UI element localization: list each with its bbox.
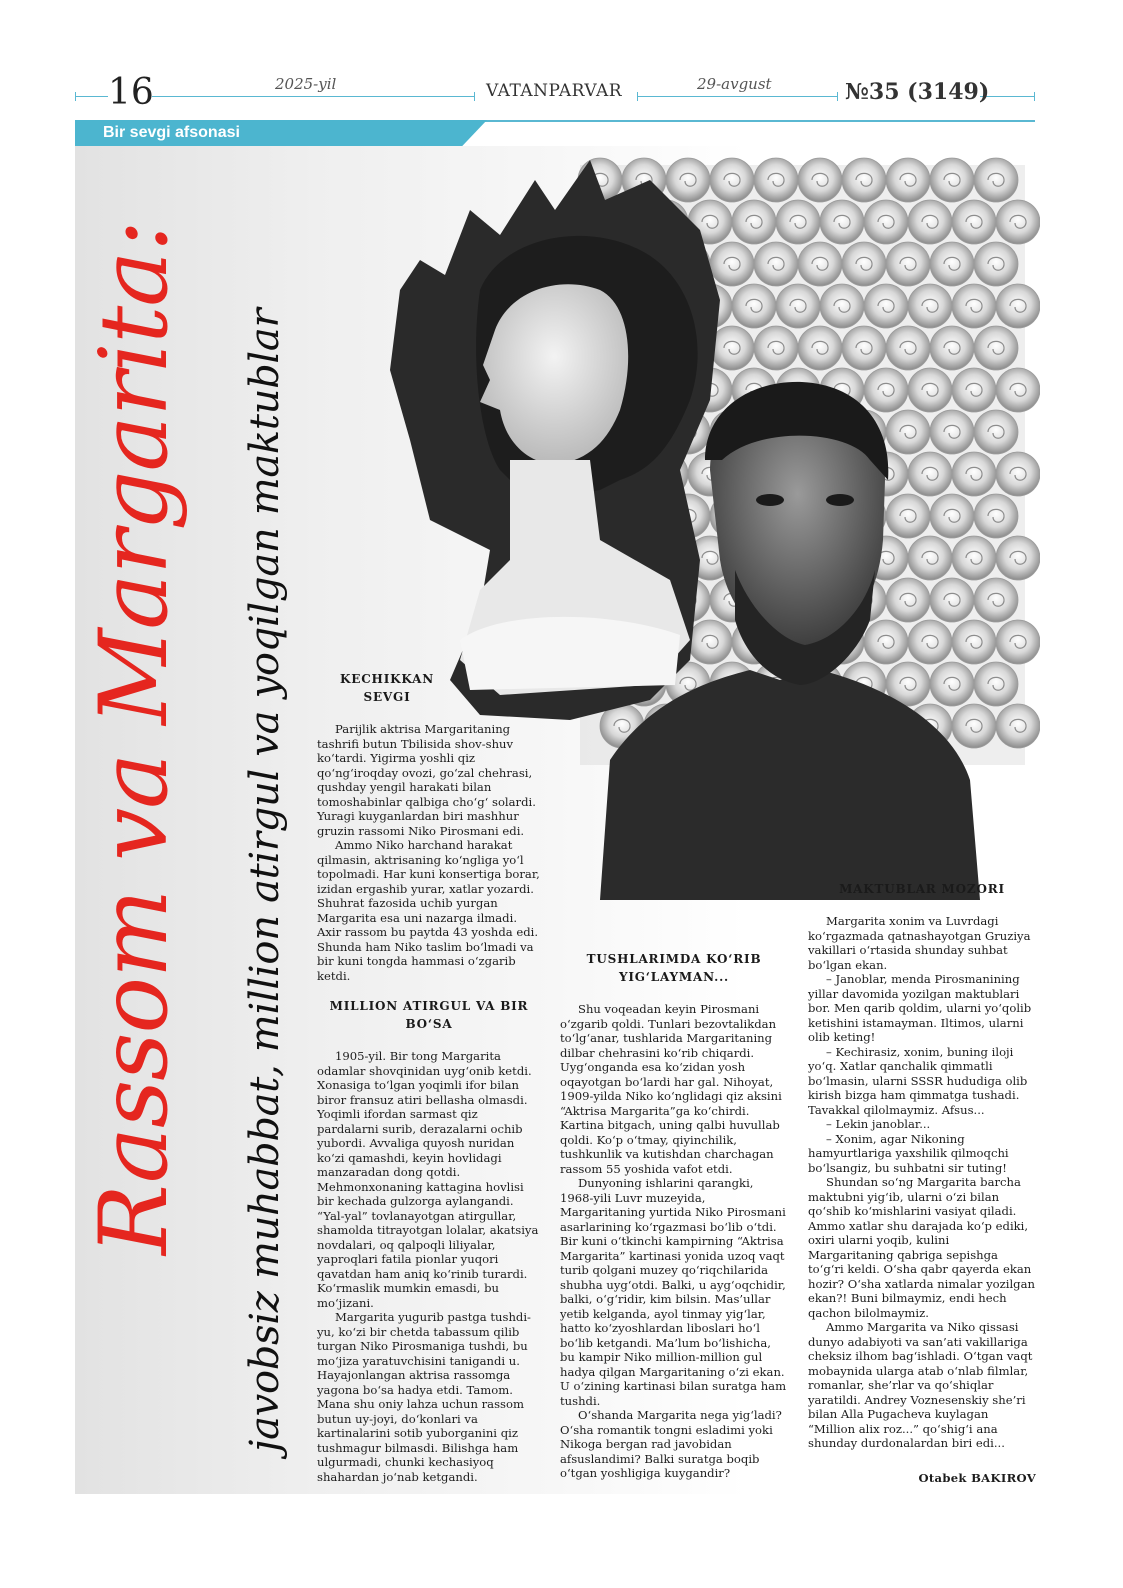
rose-icon <box>974 242 1018 286</box>
header-tick <box>837 92 838 101</box>
rose-icon <box>886 494 930 538</box>
rose-icon <box>952 704 996 748</box>
paragraph: Ammo Niko harchand harakat qilmasin, aktrisaning ko‘ngliga yo‘l topolmadi. Har kuni konsertiga borar, izidan ergashib yurar, xatlar yozardi. Shuhrat fazosida uchib yurgan Margarita esa uni nazarga ilmadi. Axir rassom bu paytda 43 yoshda edi. Shunda ham Niko taslim bo‘lmadi va bir kuni tongda hammasi o‘zgarib ketdi. <box>317 838 540 983</box>
woman-portrait <box>390 160 720 720</box>
rose-icon <box>908 536 952 580</box>
rose-icon <box>776 284 820 328</box>
rose-icon <box>798 242 842 286</box>
header-rule <box>152 96 475 97</box>
issue-number: №35 (3149) <box>845 79 990 105</box>
rose-icon <box>886 158 930 202</box>
rose-icon <box>710 158 754 202</box>
rose-icon <box>798 326 842 370</box>
header-tick <box>75 92 76 101</box>
paragraph: Margarita yugurib pastga tushdi-yu, ko‘zi bir chetda tabassum qilib turgan Niko Pirosmaniga tushdi, bu mo‘jiza yaratuvchisini tanigandi u. Hayajonlangan aktrisa rassomga yagona bo‘sa hadya etdi. Tamom. Mana shu oniy lahza uchun rassom butun uy-joyi, do‘konlari va kartinalarini sotib yuborganini qiz tushmagur bilmasdi. Bilishga ham ulgurmadi, chunki kechasiyoq shahardan jo‘nab ketgandi. <box>317 1310 531 1484</box>
rose-icon <box>754 326 798 370</box>
rose-icon <box>930 410 974 454</box>
rose-icon <box>952 536 996 580</box>
page-number: 16 <box>108 72 154 113</box>
rose-icon <box>754 242 798 286</box>
rose-icon <box>688 620 732 664</box>
rose-icon <box>974 158 1018 202</box>
header-tick <box>474 92 475 101</box>
newspaper-name: VATANPARVAR <box>486 81 623 101</box>
rubric-label: Bir sevgi afsonasi <box>103 124 240 141</box>
rose-icon <box>886 578 930 622</box>
rose-icon <box>776 200 820 244</box>
paragraph: Margarita xonim va Luvrdagi ko‘rgazmada qatnashayotgan Gruziya vakillari o‘rtasida shunday suhbat bo‘lgan ekan. <box>808 914 1031 972</box>
rose-icon <box>952 620 996 664</box>
article-column-3 <box>808 880 1036 1485</box>
rose-icon <box>842 326 886 370</box>
article-column-2 <box>560 950 788 1481</box>
rose-icon <box>842 242 886 286</box>
paragraph: Shundan so‘ng Margarita barcha maktubni yig‘ib, ularni o‘zi bilan qo‘shib ko‘mishlarini vasiyat qiladi. Ammo xatlar shu darajada ko‘p ediki, oxiri ularni yoqib, kulini Margaritaning qabriga sepishga to‘g‘ri keldi. O‘sha qabr qayerda ekan hozir? O‘sha xatlarda nimalar yozilgan ekan?! Buni bilmaymiz, endi hech qachon bilolmaymiz. <box>808 1175 1035 1320</box>
rose-icon <box>930 494 974 538</box>
rose-icon <box>952 284 996 328</box>
paragraph: Parijlik aktrisa Margaritaning tashrifi butun Tbilisida shov-shuv ko‘tardi. Yigirma yoshli qiz qo‘ng‘iroqday ovozi, go‘zal chehrasi, qushday yengil harakati bilan tomoshabinlar qalbiga cho‘g‘ solardi. Yuragi kuyganlardan biri mashhur gruzin rassomi Niko Pirosmani edi. <box>317 722 536 838</box>
rose-icon <box>930 662 974 706</box>
paragraph: Shu voqeadan keyin Pirosmani o‘zgarib qoldi. Tunlari bezovtalikdan to‘lg‘anar, tushlarida Margaritaning dilbar chehrasini ko‘rib chiqardi. Uyg‘onganda esa ko‘zidan yosh oqayotgan bo‘lardi har gal. Nihoyat, 1909-yilda Niko ko‘nglidagi qiz aksini “Aktrisa Margarita”ga ko‘chirdi. Kartina bitgach, uning qalbi huvullab qoldi. Ko‘p o‘tmay, qiyinchilik, tushkunlik va kutishdan charchagan rassom 55 yoshida vafot etdi. <box>560 1002 782 1176</box>
paragraph: Ammo Margarita va Niko qissasi dunyo adabiyoti va san’ati vakillariga cheksiz ilhom bag‘ishladi. O‘tgan vaqt mobaynida ularga atab o‘nlab filmlar, romanlar, she’rlar va qo‘shiqlar yaratildi. Andrey Voznesenskiy she’ri bilan Alla Pugacheva kuylagan “Million alix roz...” qo‘shig‘i ana shunday durdonalardan biri edi... <box>808 1320 1033 1450</box>
rose-icon <box>886 326 930 370</box>
rose-icon <box>952 452 996 496</box>
header-rule <box>637 96 837 97</box>
rose-icon <box>930 578 974 622</box>
section-heading: MAKTUBLAR MOZORI <box>839 882 1005 896</box>
rose-icon <box>754 158 798 202</box>
rose-icon <box>974 410 1018 454</box>
rose-icon <box>842 158 886 202</box>
rose-icon <box>820 284 864 328</box>
header-rule <box>75 96 108 97</box>
rose-icon <box>908 620 952 664</box>
rose-icon <box>930 326 974 370</box>
section-heading: TUSHLARIMDA KO‘RIB YIG‘LAYMAN... <box>586 952 762 984</box>
rose-icon <box>974 326 1018 370</box>
rose-icon <box>974 578 1018 622</box>
article-column-1 <box>317 670 541 1484</box>
paragraph: Dunyoning ishlarini qarangki, 1968-yili Luvr muzeyida, Margaritaning yurtida Niko Pirosmani asarlarining ko‘rgazmasi bo‘lib o‘tdi. Bir kuni o‘tkinchi kampirning “Aktrisa Margarita” kartinasi yonida uzoq vaqt turib qolgani muzey qo‘riqchilarida shubha uyg‘otdi. Balki, u ayg‘oqchidir, balki, o‘g‘ridir, kim bilsin. Mas’ullar yetib kelganda, ayol tinmay yig‘lar, hatto ko‘zyoshlardan liboslari ho‘l bo‘lib ketgandi. Ma’lum bo‘lishicha, bu kampir Niko million-million gul hadya qilgan Margaritaning o‘zi ekan. U o‘zining kartinasi bilan suratga ham tushdi. <box>560 1176 787 1408</box>
rose-icon <box>996 620 1040 664</box>
rose-icon <box>996 452 1040 496</box>
rose-icon <box>864 284 908 328</box>
paragraph: – Janoblar, menda Pirosmanining yillar davomida yozilgan maktublari bor. Men qarib qoldim, ularni yo‘qolib ketishini istamayman. Iltimos, ularni olib keting! <box>808 972 1032 1044</box>
author-byline: Otabek BAKIROV <box>918 1470 1036 1485</box>
rose-icon <box>820 200 864 244</box>
article-title: Rassom va Margarita: <box>80 220 189 1255</box>
rose-icon <box>710 242 754 286</box>
rose-icon <box>798 158 842 202</box>
article-subtitle: javobsiz muhabbat, million atirgul va yoqilgan maktublar <box>242 308 288 1452</box>
header-year: 2025-yil <box>275 75 337 93</box>
rose-icon <box>908 452 952 496</box>
paragraph: – Lekin janoblar... <box>826 1117 931 1131</box>
section-heading: MILLION ATIRGUL VA BIR BO‘SA <box>329 999 529 1031</box>
rose-icon <box>864 620 908 664</box>
rose-icon <box>864 368 908 412</box>
rose-icon <box>908 200 952 244</box>
rose-icon <box>996 200 1040 244</box>
rose-icon <box>732 284 776 328</box>
rose-icon <box>666 158 710 202</box>
rose-icon <box>974 662 1018 706</box>
rose-icon <box>732 200 776 244</box>
rose-icon <box>886 410 930 454</box>
paragraph: – Kechirasiz, xonim, buning iloji yo‘q. Xatlar qanchalik qimmatli bo‘lmasin, ularni SSSR hududiga olib kirish bizga ham qimmatga tushadi. Tavakkal qilolmaymiz. Afsus... <box>808 1044 1028 1117</box>
rose-icon <box>886 242 930 286</box>
paragraph: O‘shanda Margarita nega yig‘ladi? O‘sha romantik tongni esladimi yoki Nikoga bergan rad javobidan afsuslandimi? Balki suratga boqib o‘tgan yoshligiga kuygandir? <box>560 1408 782 1480</box>
header-tick <box>637 92 638 101</box>
rose-icon <box>952 368 996 412</box>
rose-icon <box>996 536 1040 580</box>
section-heading: KECHIKKAN SEVGI <box>340 672 434 704</box>
header-tick <box>1034 92 1035 101</box>
rose-icon <box>996 368 1040 412</box>
rose-icon <box>952 200 996 244</box>
rose-icon <box>908 284 952 328</box>
rose-icon <box>996 704 1040 748</box>
header-date: 29-avgust <box>697 75 772 93</box>
rose-icon <box>996 284 1040 328</box>
rose-icon <box>930 242 974 286</box>
paragraph: – Xonim, agar Nikoning hamyurtlariga yaxshilik qilmoqchi bo‘lsangiz, bu suhbatni sir tuting! <box>808 1131 1009 1175</box>
rose-icon <box>864 200 908 244</box>
rose-icon <box>930 158 974 202</box>
paragraph: 1905-yil. Bir tong Margarita odamlar shovqinidan uyg‘onib ketdi. Xonasiga to‘lgan yoqimli ifor bilan biror fransuz atiri bellasha olmasdi. Yoqimli ifordan sarmast qiz pardalarni surib, derazalarni ochib yubordi. Avvaliga quyosh nuridan ko‘zi qamashdi, keyin hovlidagi manzaradan dong qotdi. Mehmonxonaning kattagina hovlisi bir kechada gulzorga aylangandi. “Yal-yal” tovlanayotgan atirgullar, shamolda titrayotgan lolalar, akatsiya novdalari, oq qalpoqli liliyalar, yaproqlari fatila pionlar yuqori qavatdan ham aniq ko‘rinib turardi. Ko‘rmaslik mumkin emasdi, bu mo‘jizani. <box>317 1049 539 1310</box>
rose-icon <box>908 368 952 412</box>
rose-icon <box>974 494 1018 538</box>
